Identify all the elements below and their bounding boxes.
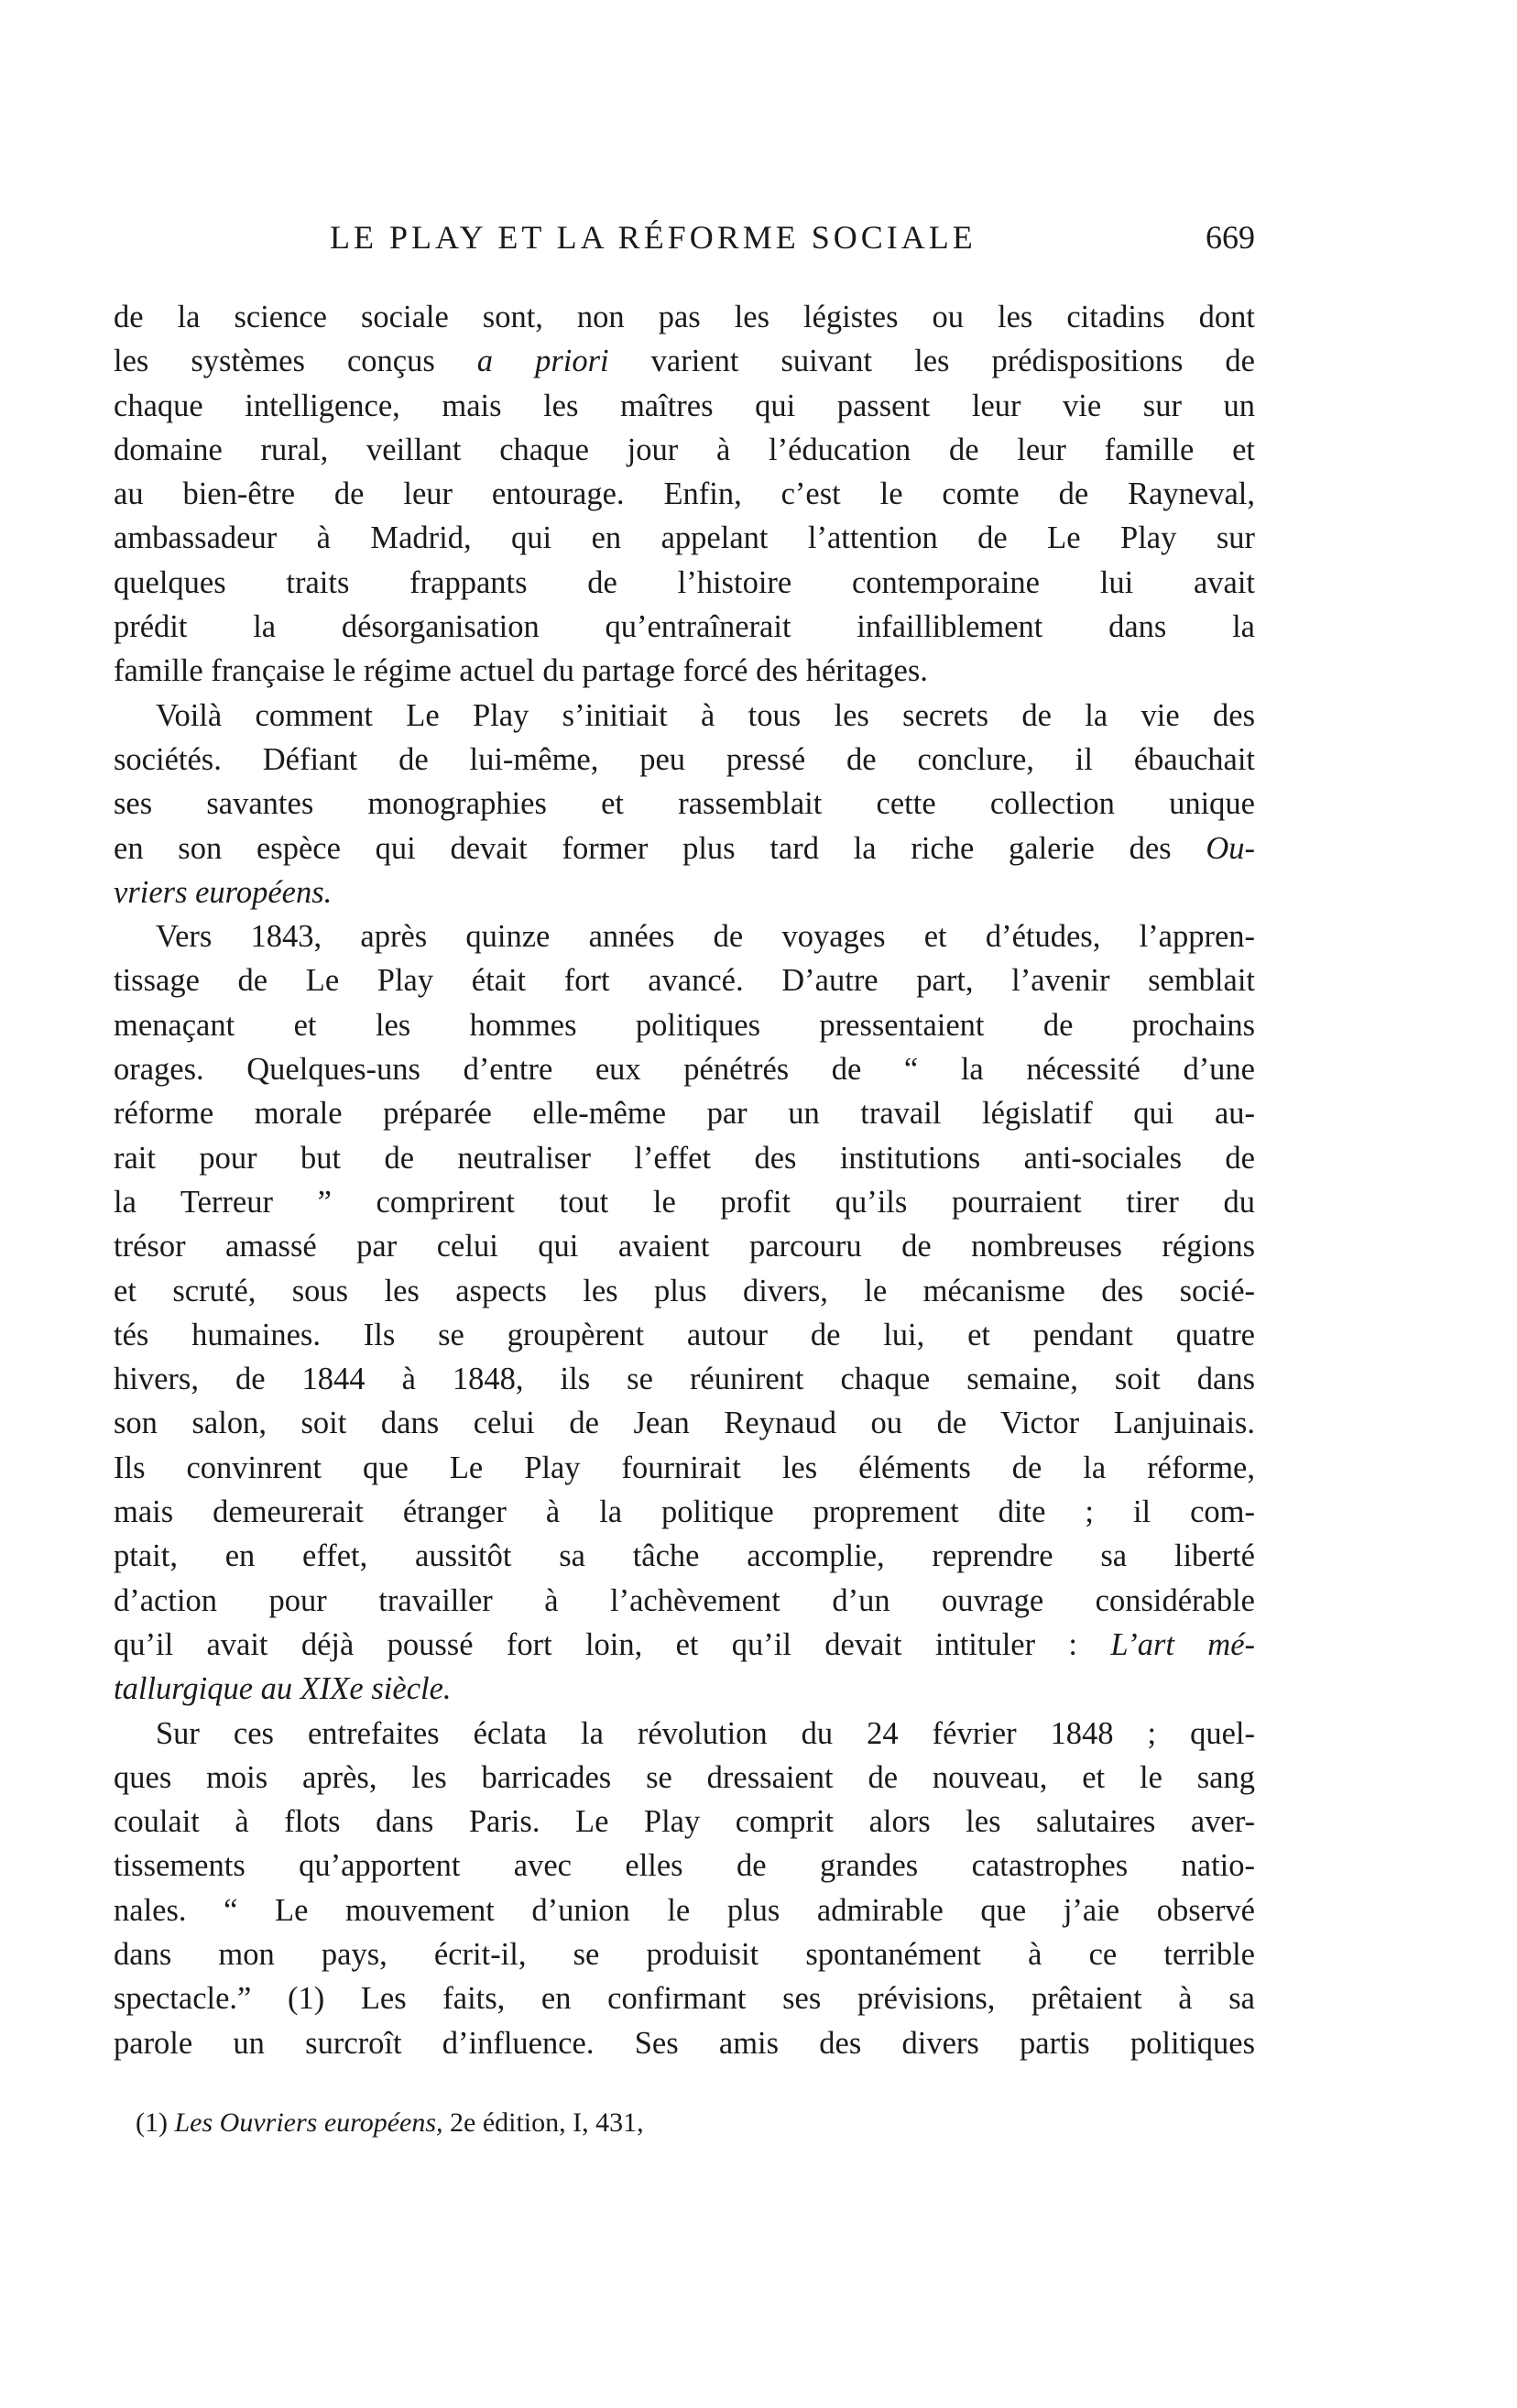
- text-fragment: qu’il avait déjà poussé fort loin, et qu’il devait intituler :: [114, 1626, 1111, 1662]
- text-line: Vers 1843, après quinze années de voyages et d’études, l’appren-: [156, 919, 1255, 955]
- text-line: rait pour but de neutraliser l’effet des institutions anti-sociales de: [114, 1140, 1255, 1176]
- running-title: LE PLAY ET LA RÉFORME SOCIALE: [330, 219, 977, 256]
- text-line: mais demeurerait étranger à la politique proprement dite ; il com-: [114, 1494, 1255, 1530]
- text-line: de la science sociale sont, non pas les légistes ou les citadins dont: [114, 300, 1255, 334]
- text-line: Ils convinrent que Le Play fournirait les éléments de la réforme,: [114, 1450, 1255, 1485]
- text-line: [114, 339, 1255, 383]
- text-line: ques mois après, les barricades se dressaient de nouveau, et le sang: [114, 1759, 1255, 1795]
- italic-phrase: tallurgique au XIXe siècle.: [114, 1671, 452, 1707]
- footnote: [136, 2107, 644, 2139]
- text-line: quelques traits frappants de l’histoire contemporaine lui avait: [114, 564, 1255, 600]
- text-line: famille française le régime actuel du partage forcé des héritages.: [114, 653, 928, 689]
- text-line: tissage de Le Play était fort avancé. D’autre part, l’avenir semblait: [114, 963, 1255, 999]
- text-line: Voilà comment Le Play s’initiait à tous les secrets de la vie des: [156, 697, 1255, 733]
- text-line: parole un surcroît d’influence. Ses amis des divers partis politiques: [114, 2025, 1255, 2061]
- text-line: [114, 826, 1255, 870]
- text-line: la Terreur ” comprirent tout le profit qu’ils pourraient tirer du: [114, 1184, 1255, 1220]
- text-line: hivers, de 1844 à 1848, ils se réunirent chaque semaine, soit dans: [114, 1362, 1255, 1397]
- text-line: trésor amassé par celui qui avaient parcouru de nombreuses régions: [114, 1229, 1255, 1264]
- footnote-marker: (1): [136, 2107, 175, 2138]
- footnote-italic-title: Les Ouvriers européens,: [174, 2107, 443, 2138]
- text-line: son salon, soit dans celui de Jean Reynaud ou de Victor Lanjuinais.: [114, 1406, 1255, 1441]
- text-line: menaçant et les hommes politiques pressentaient de prochains: [114, 1007, 1255, 1043]
- text-line: nales. “ Le mouvement d’union le plus admirable que j’aie observé: [114, 1892, 1255, 1928]
- italic-phrase: L’art mé-: [1110, 1626, 1255, 1662]
- text-line: réforme morale préparée elle-même par un travail législatif qui au-: [114, 1096, 1255, 1132]
- text-line: Sur ces entrefaites éclata la révolution du 24 février 1848 ; quel-: [156, 1715, 1255, 1751]
- text-line: coulait à flots dans Paris. Le Play comprit alors les salutaires aver-: [114, 1804, 1255, 1840]
- page-number: 669: [1206, 219, 1255, 256]
- text-line: domaine rural, veillant chaque jour à l’éducation de leur famille et: [114, 432, 1255, 467]
- text-line: spectacle.” (1) Les faits, en confirmant ses prévisions, prêtaient à sa: [114, 1981, 1255, 2017]
- text-line: dans mon pays, écrit-il, se produisit spontanément à ce terrible: [114, 1936, 1255, 1972]
- text-line: ambassadeur à Madrid, qui en appelant l’attention de Le Play sur: [114, 520, 1255, 556]
- text-line: orages. Quelques-uns d’entre eux pénétrés de “ la nécessité d’une: [114, 1052, 1255, 1088]
- italic-phrase: a priori: [476, 344, 609, 379]
- text-line: prédit la désorganisation qu’entraînerait infailliblement dans la: [114, 609, 1255, 645]
- text-line: [114, 1623, 1255, 1667]
- text-line: et scruté, sous les aspects les plus divers, le mécanisme des socié-: [114, 1273, 1255, 1308]
- text-line: ptait, en effet, aussitôt sa tâche accomplie, reprendre sa liberté: [114, 1538, 1255, 1574]
- running-head: [110, 218, 1255, 273]
- text-line: chaque intelligence, mais les maîtres qui passent leur vie sur un: [114, 388, 1255, 423]
- text-line: d’action pour travailler à l’achèvement d’un ouvrage considérable: [114, 1582, 1255, 1618]
- body-text: [114, 295, 1255, 2065]
- italic-phrase: vriers européens.: [114, 874, 333, 910]
- text-fragment: les systèmes conçus: [114, 344, 477, 379]
- text-line: tissements qu’apportent avec elles de grandes catastrophes natio-: [114, 1848, 1255, 1884]
- text-fragment: varient suivant les prédispositions de: [608, 344, 1255, 379]
- text-line: tés humaines. Ils se groupèrent autour de lui, et pendant quatre: [114, 1317, 1255, 1352]
- text-line: au bien-être de leur entourage. Enfin, c’est le comte de Rayneval,: [114, 476, 1255, 512]
- footnote-rest: 2e édition, I, 431,: [442, 2107, 644, 2138]
- text-fragment: en son espèce qui devait former plus tard la riche galerie des: [114, 830, 1206, 866]
- text-line: ses savantes monographies et rassemblait cette collection unique: [114, 786, 1255, 822]
- text-line: [114, 870, 1255, 914]
- italic-phrase: Ou-: [1206, 830, 1255, 866]
- text-line: sociétés. Défiant de lui-même, peu pressé de conclure, il ébauchait: [114, 741, 1255, 777]
- text-line: [114, 1667, 1255, 1711]
